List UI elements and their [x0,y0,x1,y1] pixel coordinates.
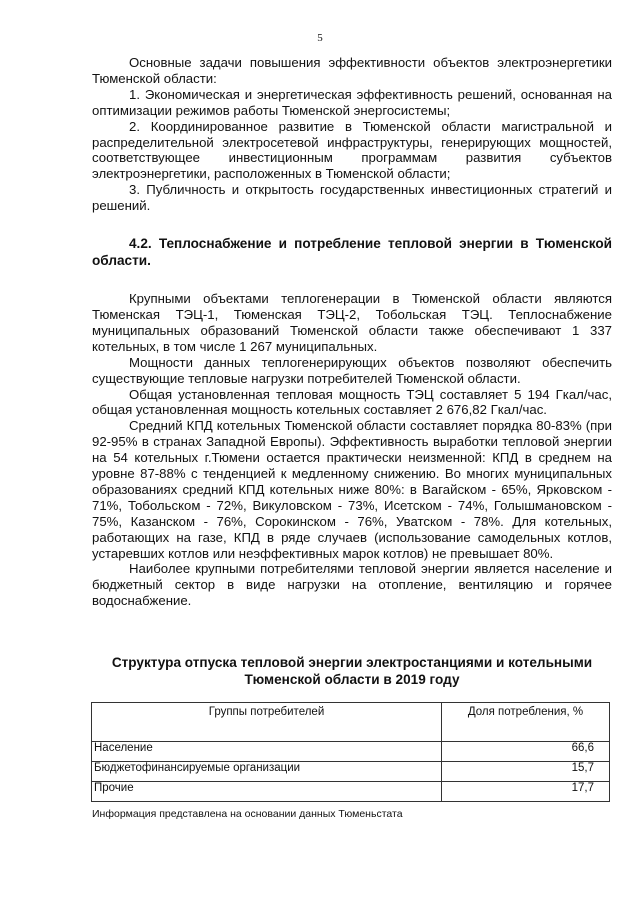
list-item: 1. Экономическая и энергетическая эффективность решений, основанная на оптимизации режимов работы Тюменской энергосистемы; [92,86,612,118]
paragraph: Общая установленная тепловая мощность ТЭЦ составляет 5 194 Гкал/час, общая установленная мощность котельных составляет 2 676,82 Гкал/час. [92,386,612,418]
consumption-table [91,702,610,802]
share-cell: 15,7 [442,762,610,782]
table-row [92,742,610,762]
consumer-group-cell: Прочие [92,782,442,802]
table-title: Структура отпуска тепловой энергии электростанциями и котельными Тюменской области в 2019 году [111,655,593,687]
document-body [92,55,612,609]
consumer-group-cell: Население [92,742,442,762]
paragraph: Мощности данных теплогенерирующих объектов позволяют обеспечить существующие тепловые нагрузки потребителей Тюменской области. [92,354,612,386]
paragraph: Наиболее крупными потребителями тепловой энергии является население и бюджетный сектор в виде нагрузки на отопление, вентиляцию и горячее водоснабжение. [92,561,612,609]
share-cell: 17,7 [442,782,610,802]
share-cell: 66,6 [442,742,610,762]
table-row [92,762,610,782]
table-source-note: Информация представлена на основании данных Тюменьстата [92,808,403,820]
column-header-group: Группы потребителей [92,703,442,742]
consumer-group-cell: Бюджетофинансируемые организации [92,762,442,782]
section-heading: 4.2. Теплоснабжение и потребление тепловой энергии в Тюменской области. [92,236,612,269]
paragraph: Основные задачи повышения эффективности объектов электроэнергетики Тюменской области: [92,55,612,86]
column-header-share: Доля потребления, % [442,703,610,742]
table-header-row [92,703,610,742]
paragraph: Крупными объектами теплогенерации в Тюменской области являются Тюменская ТЭЦ-1, Тюменская ТЭЦ-2, Тобольская ТЭЦ. Теплоснабжение муниципальных образований Тюменской области также обеспечивают 1 337 котельных, в том числе 1 267 муниципальных. [92,291,612,354]
list-item: 2. Координированное развитие в Тюменской области магистральной и распределительной электросетевой инфраструктуры, генерирующих мощностей, соответствующее инвестиционным программам развития субъектов электроэнергетики, расположенных в Тюменской области; [92,118,612,182]
list-item: 3. Публичность и открытость государственных инвестиционных стратегий и решений. [92,182,612,214]
paragraph: Средний КПД котельных Тюменской области составляет порядка 80-83% (при 92-95% в странах Западной Европы). Эффективность выработки тепловой энергии на 54 котельных г.Тюмени остается практически неизменной: КПД в среднем на уровне 87-88% с тенденцией к медленному снижению. Во многих муниципальных образованиях средний КПД котельных ниже 80%: в Вагайском - 65%, Ярковском - 71%, Тобольском - 72%, Викуловском - 73%, Исетском - 74%, Голышмановском - 75%, Казанском - 76%, Сорокинском - 76%, Уватском - 78%. Для котельных, работающих на газе, КПД в ряде случаев (использование самодельных котлов, устаревших котлов или неэффективных марок котлов) не превышает 80%. [92,418,612,561]
table-row [92,782,610,802]
page-number: 5 [317,32,323,44]
